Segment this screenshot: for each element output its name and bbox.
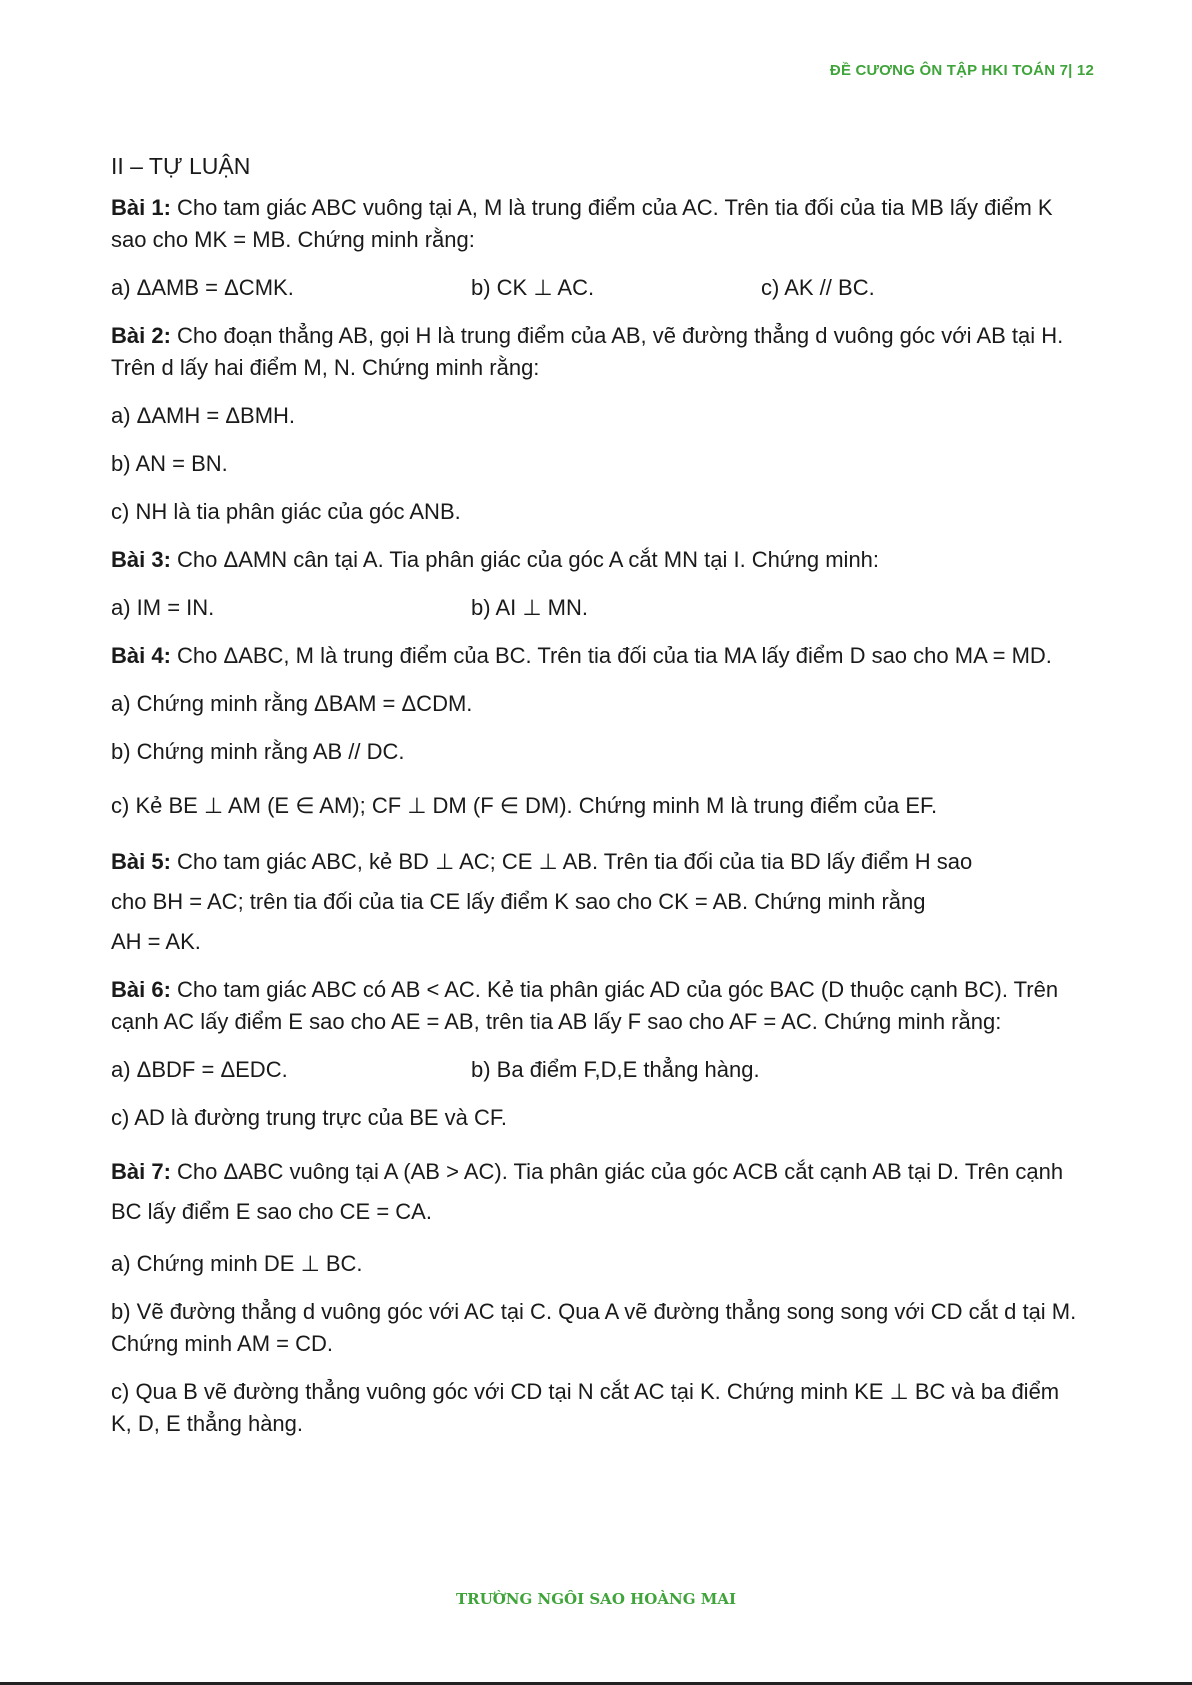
problem-5 [111,842,1079,962]
problem-3-parts [111,592,1079,624]
problem-label: Bài 4: [111,643,171,668]
problem-label: Bài 7: [111,1159,171,1184]
part-c: c) Qua B vẽ đường thẳng vuông góc với CD tại N cắt AC tại K. Chứng minh KE ⊥ BC và ba điểm K, D, E thẳng hàng. [111,1379,1060,1436]
part-a: a) Chứng minh rằng ΔBAM = ΔCDM. [111,691,473,716]
problem-label: Bài 1: [111,195,171,220]
problem-label: Bài 2: [111,323,171,348]
part-c: c) AK // BC. [761,275,875,300]
problem-text-line: cho BH = AC; trên tia đối của tia CE lấy điểm K sao cho CK = AB. Chứng minh rằng [111,889,926,914]
problem-text: Cho ΔABC vuông tại A (AB > AC). Tia phân giác của góc ACB cắt cạnh AB tại D. Trên cạnh BC lấy điểm E sao cho CE = CA. [111,1159,1064,1224]
problem-text: Cho tam giác ABC vuông tại A, M là trung điểm của AC. Trên tia đối của tia MB lấy điểm K sao cho MK = MB. Chứng minh rằng: [111,195,1053,252]
problem-1-parts [111,272,1079,304]
part-c: c) NH là tia phân giác của góc ANB. [111,499,461,524]
page-footer: TRƯỜNG NGÔI SAO HOÀNG MAI [456,1590,736,1608]
problem-text-line: AH = AK. [111,929,201,954]
document-body [111,150,1079,1456]
part-b: b) Vẽ đường thẳng d vuông góc với AC tại C. Qua A vẽ đường thẳng song song với CD cắt d tại M. Chứng minh AM = CD. [111,1299,1077,1356]
page-header: ĐỀ CƯƠNG ÔN TẬP HKI TOÁN 7| 12 [829,62,1094,79]
problem-text: Cho đoạn thẳng AB, gọi H là trung điểm của AB, vẽ đường thẳng d vuông góc với AB tại H. Trên d lấy hai điểm M, N. Chứng minh rằng: [111,323,1064,380]
problem-text-line: Cho tam giác ABC, kẻ BD ⊥ AC; CE ⊥ AB. Trên tia đối của tia BD lấy điểm H sao [170,849,973,874]
problem-label: Bài 3: [111,547,171,572]
part-a: a) IM = IN. [111,595,215,620]
problem-label: Bài 6: [111,977,171,1002]
problem-4 [111,640,1079,672]
part-b: b) Chứng minh rằng AB // DC. [111,739,405,764]
part-c: c) AD là đường trung trực của BE và CF. [111,1105,508,1130]
problem-6 [111,974,1079,1038]
part-b: b) Ba điểm F,D,E thẳng hàng. [471,1057,760,1082]
problem-text: Cho ΔAMN cân tại A. Tia phân giác của góc A cắt MN tại I. Chứng minh: [170,547,880,572]
part-a: a) ΔBDF = ΔEDC. [111,1057,288,1082]
problem-7 [111,1152,1079,1232]
part-c: c) Kẻ BE ⊥ AM (E ∈ AM); CF ⊥ DM (F ∈ DM). Chứng minh M là trung điểm của EF. [111,793,938,818]
part-b: b) AI ⊥ MN. [471,595,588,620]
problem-6-parts [111,1054,1079,1086]
problem-text: Cho ΔABC, M là trung điểm của BC. Trên tia đối của tia MA lấy điểm D sao cho MA = MD. [170,643,1052,668]
problem-label: Bài 5: [111,849,171,874]
section-title: II – TỰ LUẬN [111,153,251,179]
part-b: b) CK ⊥ AC. [471,275,595,300]
problem-2 [111,320,1079,384]
problem-3 [111,544,1079,576]
problem-1 [111,192,1079,256]
part-a: a) Chứng minh DE ⊥ BC. [111,1251,363,1276]
part-b: b) AN = BN. [111,451,228,476]
part-a: a) ΔAMB = ΔCMK. [111,275,294,300]
problem-text: Cho tam giác ABC có AB < AC. Kẻ tia phân giác AD của góc BAC (D thuộc cạnh BC). Trên cạnh AC lấy điểm E sao cho AE = AB, trên tia AB lấy F sao cho AF = AC. Chứng minh rằng: [111,977,1059,1034]
part-a: a) ΔAMH = ΔBMH. [111,403,296,428]
